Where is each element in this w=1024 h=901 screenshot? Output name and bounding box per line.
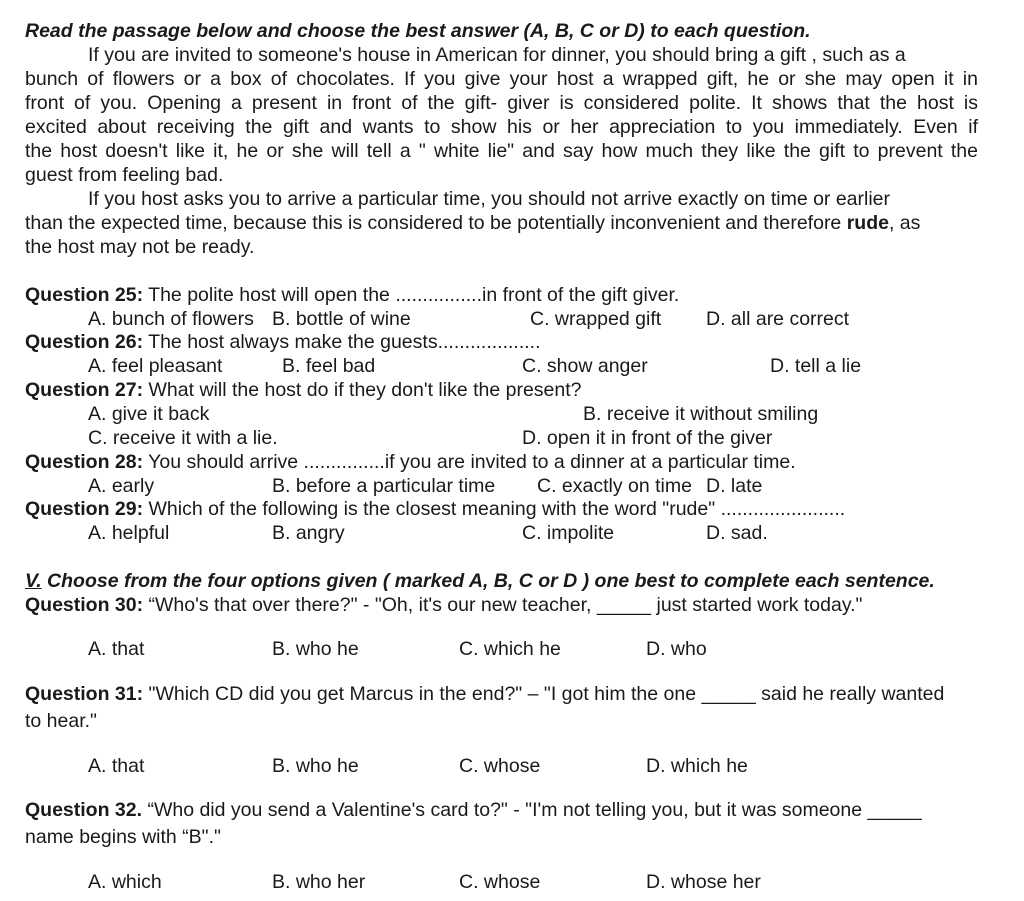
reading-instruction: Read the passage below and choose the best answer (A, B, C or D) to each question. <box>25 20 811 42</box>
option-a[interactable]: A. give it back <box>88 403 210 425</box>
option-c[interactable]: C. whose <box>459 755 541 777</box>
passage-line: bunch of flowers or a box of chocolates. If you give your host a wrapped gift, he or she may open it in <box>25 68 978 90</box>
question-text: “Who's that over there?" - "Oh, it's our new teacher, _____ just started work today." <box>143 594 863 616</box>
passage-line: guest from feeling bad. <box>25 164 224 186</box>
question-text-continued: name begins with “B"." <box>25 826 221 848</box>
question-28 <box>25 451 796 475</box>
question-32 <box>25 799 922 823</box>
passage-line: If you are invited to someone's house in American for dinner, you should bring a gift , such as a <box>88 44 906 66</box>
option-c[interactable]: C. whose <box>459 871 541 893</box>
question-text: You should arrive ...............if you are invited to a dinner at a particular time. <box>143 451 796 473</box>
passage-line <box>25 212 920 236</box>
option-d[interactable]: D. whose her <box>646 871 761 893</box>
passage-text: than the expected time, because this is considered to be potentially inconvenient and therefore <box>25 212 842 234</box>
section-v-instruction <box>25 570 935 594</box>
option-b[interactable]: B. before a particular time <box>272 475 496 497</box>
question-27 <box>25 379 582 403</box>
option-a[interactable]: A. which <box>88 871 162 893</box>
passage-line: If you host asks you to arrive a particular time, you should not arrive exactly on time or earlier <box>88 188 891 210</box>
option-c[interactable]: C. which he <box>459 638 561 660</box>
question-label: Question 30: <box>25 594 144 616</box>
passage-text: , as <box>888 212 921 234</box>
option-c[interactable]: C. wrapped gift <box>530 308 662 330</box>
option-d[interactable]: D. tell a lie <box>770 355 862 377</box>
option-d[interactable]: D. who <box>646 638 707 660</box>
question-text: “Who did you send a Valentine's card to?" - "I'm not telling you, but it was someone _____ <box>142 799 922 821</box>
option-a[interactable]: A. early <box>88 475 155 497</box>
question-25 <box>25 284 679 308</box>
option-b[interactable]: B. who her <box>272 871 366 893</box>
question-26 <box>25 331 541 355</box>
question-31 <box>25 683 944 707</box>
option-c[interactable]: C. show anger <box>522 355 648 377</box>
option-a[interactable]: A. that <box>88 755 145 777</box>
question-label: Question 31: <box>25 683 144 705</box>
question-text: The host always make the guests................... <box>143 331 541 353</box>
option-b[interactable]: B. feel bad <box>282 355 376 377</box>
section-instruction-text: Choose from the four options given ( marked A, B, C or D ) one best to complete each sentence. <box>41 570 935 592</box>
question-label: Question 28: <box>25 451 144 473</box>
question-text: Which of the following is the closest meaning with the word "rude" ....................... <box>143 498 846 520</box>
option-d[interactable]: D. all are correct <box>706 308 850 330</box>
question-text: The polite host will open the ................in front of the gift giver. <box>143 284 680 306</box>
option-b[interactable]: B. bottle of wine <box>272 308 411 330</box>
question-text: What will the host do if they don't like the present? <box>143 379 582 401</box>
option-a[interactable]: A. feel pleasant <box>88 355 223 377</box>
option-d[interactable]: D. open it in front of the giver <box>522 427 773 449</box>
option-d[interactable]: D. sad. <box>706 522 768 544</box>
question-29 <box>25 498 845 522</box>
option-a[interactable]: A. bunch of flowers <box>88 308 254 330</box>
passage-line: the host may not be ready. <box>25 236 255 258</box>
option-b[interactable]: B. who he <box>272 755 359 777</box>
option-a[interactable]: A. helpful <box>88 522 170 544</box>
question-label: Question 29: <box>25 498 144 520</box>
option-d[interactable]: D. late <box>706 475 763 497</box>
question-label: Question 26: <box>25 331 144 353</box>
option-a[interactable]: A. that <box>88 638 145 660</box>
section-number: V. <box>25 570 42 592</box>
option-c[interactable]: C. receive it with a lie. <box>88 427 278 449</box>
keyword-rude: rude <box>846 212 889 234</box>
option-b[interactable]: B. angry <box>272 522 345 544</box>
option-c[interactable]: C. exactly on time <box>537 475 692 497</box>
passage-line: front of you. Opening a present in front of the gift- giver is considered polite. It shows that the host is <box>25 92 978 114</box>
question-label: Question 32. <box>25 799 143 821</box>
question-label: Question 25: <box>25 284 144 306</box>
question-text: "Which CD did you get Marcus in the end?" – "I got him the one _____ said he really wanted <box>143 683 945 705</box>
passage-line: the host doesn't like it, he or she will tell a " white lie" and say how much they like the gift to prevent the <box>25 140 978 162</box>
option-c[interactable]: C. impolite <box>522 522 615 544</box>
question-label: Question 27: <box>25 379 144 401</box>
option-d[interactable]: D. which he <box>646 755 748 777</box>
option-b[interactable]: B. receive it without smiling <box>583 403 819 425</box>
option-b[interactable]: B. who he <box>272 638 359 660</box>
passage-line: excited about receiving the gift and wants to show his or her appreciation to you immediately. Even if <box>25 116 978 138</box>
question-text-continued: to hear." <box>25 710 97 732</box>
question-30 <box>25 594 862 618</box>
